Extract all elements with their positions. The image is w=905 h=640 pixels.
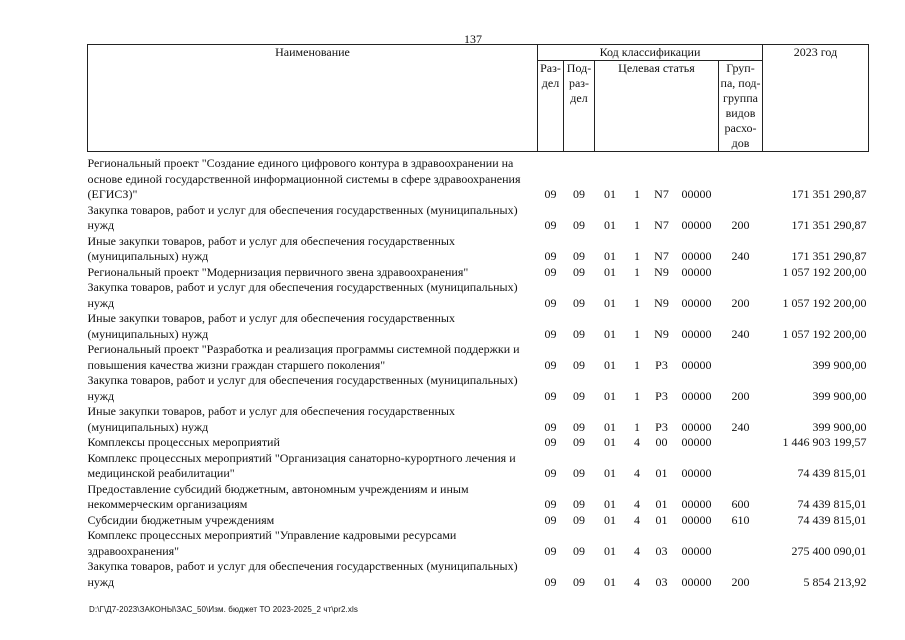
table-body (88, 152, 869, 591)
cell-t1: 01 (604, 326, 616, 341)
cell-t4: 00000 (681, 435, 712, 449)
cell-g (719, 451, 763, 482)
cell-t4: 00000 (681, 326, 712, 341)
cell-g (719, 265, 763, 281)
cell-p: 09 (573, 512, 585, 527)
cell-t4: 00000 (681, 187, 712, 201)
cell-t3: N7 (654, 249, 669, 263)
cell-t2: 4 (634, 512, 640, 527)
cell-t1: 01 (604, 295, 616, 310)
cell-t4: 00000 (681, 264, 712, 279)
cell-r: 09 (544, 388, 557, 403)
cell-amount: 1 057 192 200,00 (782, 295, 867, 310)
header-target: Целевая статья (595, 61, 719, 152)
cell-t1: 01 (604, 264, 616, 279)
cell-p: 09 (573, 357, 585, 372)
cell-g: 240 (731, 326, 750, 341)
cell-p: 09 (573, 497, 585, 511)
table-row (88, 311, 869, 342)
cell-g: 610 (731, 512, 750, 527)
cell-g: 240 (731, 419, 750, 434)
table-row (88, 280, 869, 311)
cell-amount: 74 439 815,01 (797, 497, 867, 511)
cell-name: Комплекс процессных мероприятий "Управление кадровыми ресурсами здравоохранения" (87, 528, 457, 558)
cell-t1: 01 (604, 497, 616, 511)
cell-p: 09 (573, 388, 585, 403)
header-group: Груп- па, под- группа видов расхо- дов (719, 61, 763, 152)
cell-g: 600 (731, 497, 750, 511)
cell-name: Комплексы процессных мероприятий (87, 435, 280, 449)
cell-t2: 1 (634, 357, 640, 372)
cell-r: 09 (544, 187, 557, 201)
cell-t4: 00000 (681, 295, 712, 310)
cell-amount: 171 351 290,87 (791, 218, 867, 232)
cell-p: 09 (573, 466, 585, 480)
cell-t4: 00000 (681, 249, 712, 263)
cell-r: 09 (544, 574, 557, 589)
cell-p: 09 (573, 574, 585, 589)
cell-t1: 01 (604, 435, 616, 449)
cell-r: 09 (544, 497, 557, 511)
cell-r: 09 (544, 326, 557, 341)
cell-t1: 01 (604, 388, 616, 403)
table-row (88, 234, 869, 265)
cell-t2: 4 (634, 543, 640, 558)
cell-amount: 275 400 090,01 (791, 543, 867, 558)
budget-table (87, 44, 869, 590)
cell-t2: 1 (634, 326, 640, 341)
table-row (88, 482, 869, 513)
cell-r: 09 (544, 512, 557, 527)
cell-amount: 74 439 815,01 (797, 466, 867, 480)
cell-t3: P3 (655, 357, 668, 372)
cell-name: Закупка товаров, работ и услуг для обеспечения государственных (муниципальных) нужд (87, 559, 518, 589)
cell-r: 09 (544, 466, 557, 480)
cell-t3: 01 (655, 497, 668, 511)
cell-t3: N7 (654, 218, 669, 232)
file-path: D:\Г\Д7-2023\ЗАКОНЫ\ЗАС_50\Изм. бюджет ТО 2023-2025_2 чт\pr2.xls (89, 605, 358, 614)
cell-amount: 5 854 213,92 (803, 574, 867, 589)
table-row (88, 435, 869, 451)
cell-t3: P3 (655, 419, 668, 434)
cell-name: Региональный проект "Создание единого цифрового контура в здравоохранении на основе единой государственной информационной системы в сфере здравоохранения (ЕГИСЗ)" (87, 156, 521, 201)
cell-g (719, 435, 763, 451)
cell-t4: 00000 (681, 512, 712, 527)
cell-t3: N7 (654, 187, 669, 201)
cell-r: 09 (544, 357, 557, 372)
cell-g: 240 (731, 249, 750, 263)
cell-t3: P3 (655, 388, 668, 403)
cell-t4: 00000 (681, 218, 712, 232)
table-row (88, 528, 869, 559)
cell-t3: 01 (655, 512, 668, 527)
cell-g: 200 (731, 574, 750, 589)
table-row (88, 373, 869, 404)
cell-amount: 1 057 192 200,00 (782, 264, 867, 279)
cell-p: 09 (573, 295, 585, 310)
cell-t4: 00000 (681, 543, 712, 558)
cell-t2: 1 (634, 187, 640, 201)
cell-t3: N9 (654, 295, 669, 310)
cell-p: 09 (573, 264, 585, 279)
cell-g: 200 (731, 388, 750, 403)
table-row (88, 559, 869, 590)
cell-t1: 01 (604, 357, 616, 372)
cell-t4: 00000 (681, 419, 712, 434)
cell-r: 09 (544, 419, 557, 434)
cell-name: Региональный проект "Модернизация первичного звена здравоохранения" (87, 264, 469, 279)
cell-t3: N9 (654, 264, 669, 279)
cell-t1: 01 (604, 543, 616, 558)
cell-t3: 01 (655, 466, 668, 480)
cell-g: 200 (731, 295, 750, 310)
cell-t4: 00000 (681, 497, 712, 511)
cell-name: Закупка товаров, работ и услуг для обеспечения государственных (муниципальных) нужд (87, 280, 518, 310)
cell-t1: 01 (604, 466, 616, 480)
cell-amount: 1 057 192 200,00 (782, 326, 867, 341)
cell-t2: 1 (634, 249, 640, 263)
cell-t2: 1 (634, 295, 640, 310)
cell-p: 09 (573, 419, 585, 434)
cell-r: 09 (544, 435, 557, 449)
cell-t2: 4 (634, 574, 640, 589)
cell-name: Закупка товаров, работ и услуг для обеспечения государственных (муниципальных) нужд (87, 373, 518, 403)
cell-r: 09 (544, 218, 557, 232)
table-row (88, 451, 869, 482)
cell-amount: 171 351 290,87 (791, 187, 867, 201)
table-row (88, 513, 869, 529)
table-row (88, 203, 869, 234)
cell-r: 09 (544, 295, 557, 310)
cell-p: 09 (573, 543, 585, 558)
cell-t4: 00000 (681, 574, 712, 589)
cell-t2: 1 (634, 388, 640, 403)
cell-r: 09 (544, 249, 557, 263)
header-year: 2023 год (763, 45, 869, 152)
cell-t4: 00000 (681, 466, 712, 480)
cell-p: 09 (573, 326, 585, 341)
cell-p: 09 (573, 435, 585, 449)
header-razdel: Раз- дел (538, 61, 564, 152)
cell-t3: 03 (655, 574, 668, 589)
cell-t4: 00000 (681, 357, 712, 372)
cell-t1: 01 (604, 574, 616, 589)
cell-r: 09 (544, 543, 557, 558)
header-name: Наименование (88, 45, 538, 152)
cell-t3: N9 (654, 326, 669, 341)
cell-amount: 399 900,00 (812, 419, 867, 434)
cell-p: 09 (573, 218, 585, 232)
cell-name: Иные закупки товаров, работ и услуг для обеспечения государственных (муниципальных) нужд (87, 404, 455, 434)
table-row (88, 265, 869, 281)
header-podrazdel: Под- раз- дел (564, 61, 595, 152)
cell-name: Комплекс процессных мероприятий "Организация санаторно-курортного лечения и медицинской реабилитации" (87, 450, 516, 480)
cell-t2: 1 (634, 218, 640, 232)
cell-amount: 1 446 903 199,57 (782, 435, 867, 449)
cell-r: 09 (544, 264, 557, 279)
cell-t2: 1 (634, 264, 640, 279)
table-row (88, 342, 869, 373)
cell-p: 09 (573, 187, 585, 201)
cell-t1: 01 (604, 419, 616, 434)
cell-name: Предоставление субсидий бюджетным, автономным учреждениям и иным некоммерческим организациям (87, 481, 469, 511)
cell-t1: 01 (604, 249, 616, 263)
cell-amount: 399 900,00 (812, 357, 867, 372)
cell-g (719, 528, 763, 559)
cell-t3: 00 (655, 435, 668, 449)
cell-t2: 1 (634, 419, 640, 434)
cell-amount: 399 900,00 (812, 388, 867, 403)
cell-t2: 4 (634, 435, 640, 449)
cell-name: Закупка товаров, работ и услуг для обеспечения государственных (муниципальных) нужд (87, 202, 518, 232)
cell-t2: 4 (634, 466, 640, 480)
cell-p: 09 (573, 249, 585, 263)
cell-t3: 03 (655, 543, 668, 558)
table-row (88, 404, 869, 435)
cell-t1: 01 (604, 218, 616, 232)
cell-amount: 74 439 815,01 (797, 512, 867, 527)
table-row (88, 152, 869, 203)
cell-t1: 01 (604, 187, 616, 201)
cell-t4: 00000 (681, 388, 712, 403)
cell-name: Иные закупки товаров, работ и услуг для обеспечения государственных (муниципальных) нужд (87, 233, 455, 263)
cell-name: Субсидии бюджетным учреждениям (87, 512, 275, 527)
header-code: Код классификации (538, 45, 763, 61)
cell-t2: 4 (634, 497, 640, 511)
cell-t1: 01 (604, 512, 616, 527)
cell-name: Региональный проект "Разработка и реализация программы системной поддержки и повышения качества жизни граждан старшего поколения" (87, 342, 520, 372)
cell-name: Иные закупки товаров, работ и услуг для обеспечения государственных (муниципальных) нужд (87, 311, 455, 341)
cell-g (719, 152, 763, 203)
page-number: 137 (464, 32, 482, 46)
cell-g: 200 (731, 218, 750, 232)
cell-g (719, 342, 763, 373)
cell-amount: 171 351 290,87 (791, 249, 867, 263)
